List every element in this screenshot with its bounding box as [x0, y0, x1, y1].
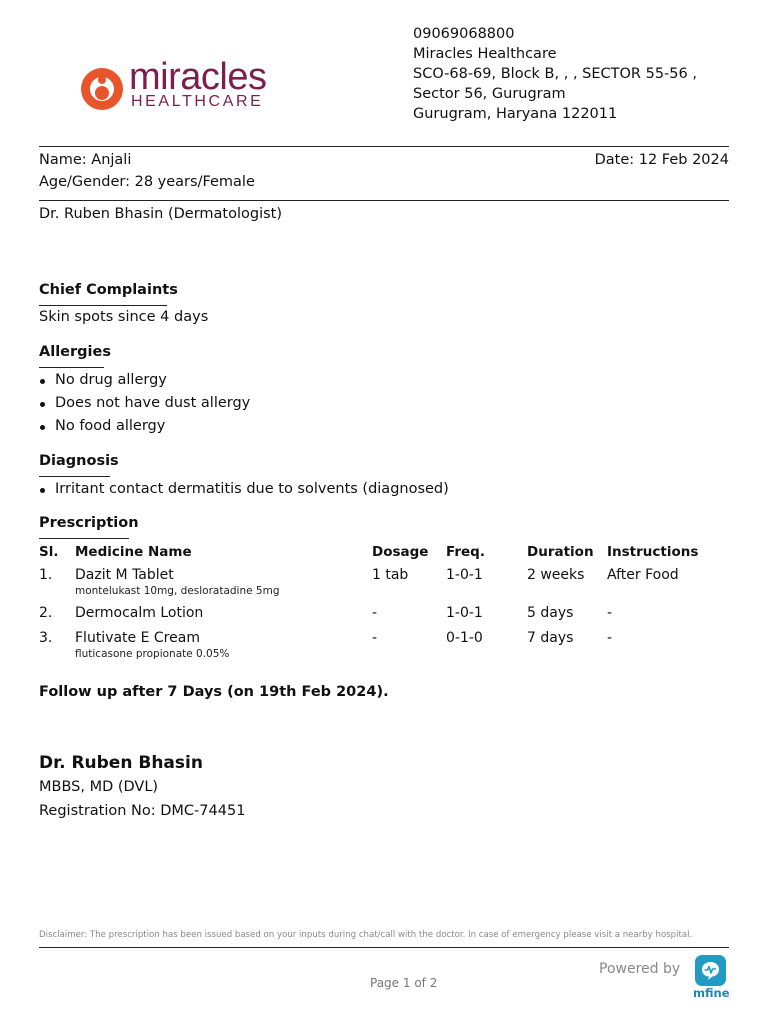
section-underline	[39, 476, 110, 477]
consulting-doctor: Dr. Ruben Bhasin (Dermatologist)	[39, 206, 283, 222]
section-underline	[39, 538, 129, 539]
row-sl: 2.	[39, 605, 53, 621]
diagnosis-list	[39, 478, 449, 501]
allergy-item: No food allergy	[39, 415, 250, 438]
page-number: Page 1 of 2	[370, 976, 438, 990]
row-instructions: After Food	[607, 567, 679, 583]
doctor-registration: Registration No: DMC-74451	[39, 803, 246, 819]
allergies-title: Allergies	[39, 344, 111, 360]
diagnosis-item: Irritant contact dermatitis due to solvents (diagnosed)	[39, 478, 449, 501]
row-instructions: -	[607, 630, 613, 646]
clinic-phone: 09069068800	[413, 26, 515, 42]
row-sl: 3.	[39, 630, 53, 646]
col-header-sl: Sl.	[39, 544, 59, 560]
row-medicine-name: Flutivate E Cream	[75, 630, 200, 646]
logo-wordmark: miracles	[129, 56, 267, 98]
col-header-instructions: Instructions	[607, 544, 699, 560]
mfine-wordmark: mfine	[693, 986, 730, 1000]
clinic-name: Miracles Healthcare	[413, 46, 557, 62]
mfine-logo-icon	[695, 955, 726, 986]
doctor-signature-name: Dr. Ruben Bhasin	[39, 753, 203, 773]
doctor-qualification: MBBS, MD (DVL)	[39, 779, 159, 795]
row-duration: 7 days	[527, 630, 574, 646]
clinic-address-line2: Sector 56, Gurugram	[413, 86, 566, 102]
clinic-address-line1: SCO-68-69, Block B, , , SECTOR 55-56 ,	[413, 66, 697, 82]
row-freq: 1-0-1	[446, 567, 483, 583]
row-medicine-name: Dazit M Tablet	[75, 567, 174, 583]
row-freq: 1-0-1	[446, 605, 483, 621]
clinic-address-block	[413, 24, 697, 124]
clinic-logo	[78, 56, 293, 114]
footer-divider	[39, 947, 729, 948]
clinic-address-line3: Gurugram, Haryana 122011	[413, 106, 618, 122]
row-freq: 0-1-0	[446, 630, 483, 646]
row-dosage: -	[372, 630, 378, 646]
miracles-logo-icon	[78, 66, 126, 112]
row-generic-name: fluticasone propionate 0.05%	[75, 648, 230, 660]
row-duration: 2 weeks	[527, 567, 585, 583]
col-header-dosage: Dosage	[372, 544, 429, 560]
row-dosage: 1 tab	[372, 567, 409, 583]
prescription-title: Prescription	[39, 515, 139, 531]
patient-age-gender: Age/Gender: 28 years/Female	[39, 174, 255, 190]
col-header-duration: Duration	[527, 544, 594, 560]
row-dosage: -	[372, 605, 378, 621]
row-duration: 5 days	[527, 605, 574, 621]
disclaimer-text: Disclaimer: The prescription has been issued based on your inputs during chat/call with the doctor. In case of emergency please visit a nearby hospital.	[39, 930, 693, 940]
powered-by-label: Powered by	[599, 961, 681, 977]
row-sl: 1.	[39, 567, 53, 583]
patient-name: Name: Anjali	[39, 152, 132, 168]
row-instructions: -	[607, 605, 613, 621]
follow-up-note: Follow up after 7 Days (on 19th Feb 2024).	[39, 684, 389, 700]
col-header-freq: Freq.	[446, 544, 485, 560]
allergy-item: Does not have dust allergy	[39, 392, 250, 415]
logo-subtitle: HEALTHCARE	[131, 93, 264, 110]
allergies-list	[39, 369, 250, 438]
row-medicine-name: Dermocalm Lotion	[75, 605, 204, 621]
diagnosis-title: Diagnosis	[39, 453, 119, 469]
section-underline	[39, 305, 167, 306]
section-underline	[39, 367, 104, 368]
patient-divider	[39, 200, 729, 201]
row-generic-name: montelukast 10mg, desloratadine 5mg	[75, 585, 280, 597]
col-header-medicine: Medicine Name	[75, 544, 192, 560]
allergy-item: No drug allergy	[39, 369, 250, 392]
visit-date: Date: 12 Feb 2024	[594, 152, 729, 168]
header-divider	[39, 146, 729, 147]
chief-complaints-text: Skin spots since 4 days	[39, 309, 209, 325]
chief-complaints-title: Chief Complaints	[39, 282, 178, 298]
